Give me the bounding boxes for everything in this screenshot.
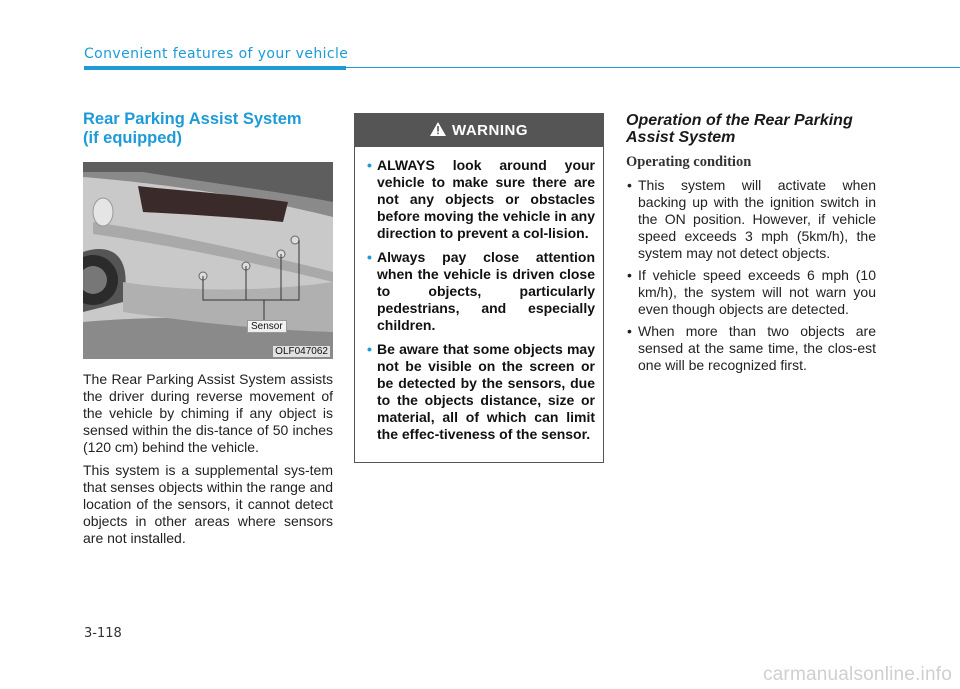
bullet-icon: • (627, 323, 632, 339)
section-header: Convenient features of your vehicle (84, 46, 349, 62)
bullet-icon: • (367, 249, 372, 265)
list-item: • This system will activate when backing up with the ignition switch in the ON position. However, if vehicle speed exceeds 3 mph (5km/h), the system may not detect objects. (627, 177, 876, 261)
operating-condition-heading: Operating condition (626, 154, 752, 170)
title-line-1: Rear Parking Assist System (83, 110, 302, 128)
warning-header (355, 114, 603, 147)
warning-title: WARNING (452, 122, 528, 139)
warning-list (367, 157, 595, 443)
sensor-callout-label: Sensor (247, 320, 287, 333)
rear-bumper-sensor-figure (83, 162, 333, 359)
title-line-2: Assist System (626, 129, 736, 146)
operating-condition-list (626, 177, 876, 374)
right-column (626, 110, 876, 379)
header-rule (346, 67, 960, 68)
watermark: carmanualsonline.info (762, 664, 952, 685)
warning-item: • ALWAYS look around your vehicle to make sure there are not any objects or obstacles before moving the vehicle in any direction to prevent a col-lision. (367, 157, 595, 241)
page-number: 3-118 (84, 626, 122, 641)
warning-item: • Be aware that some objects may not be visible on the screen or be detected by the sensors, due to the objects distance, size or material, all of which can limit the effec-tiveness of the sensor. (367, 341, 595, 442)
bullet-icon: • (627, 177, 632, 193)
warning-box (354, 113, 604, 463)
car-rear-illustration (83, 162, 333, 359)
warning-item: • Always pay close attention when the vehicle is driven close to objects, particularly pedestrians, and especially children. (367, 249, 595, 333)
bullet-icon: • (627, 267, 632, 283)
supplemental-paragraph: This system is a supplemental sys-tem that senses objects within the range and location of the sensors, it cannot detect objects in other areas where sensors are not installed. (83, 462, 333, 546)
list-item: • If vehicle speed exceeds 6 mph (10 km/h), the system will not warn you even though objects are detected. (627, 267, 876, 317)
header-rule-accent (84, 66, 346, 70)
bullet-icon: • (367, 157, 372, 173)
warning-triangle-icon (430, 122, 446, 140)
left-column (83, 110, 333, 553)
intro-paragraph: The Rear Parking Assist System assists the driver during reverse movement of the vehicle by chiming if any object is sensed within the dis-tance of 50 inches (120 cm) behind the vehicle. (83, 371, 333, 455)
section-title-rear-parking (83, 110, 333, 148)
title-line-1: Operation of the Rear Parking (626, 112, 853, 129)
section-title-operation (626, 112, 876, 146)
figure-code: OLF047062 (275, 346, 328, 357)
title-line-2: (if equipped) (83, 129, 182, 147)
list-item: • When more than two objects are sensed at the same time, the clos-est one will be recognized first. (627, 323, 876, 373)
bullet-icon: • (367, 341, 372, 357)
